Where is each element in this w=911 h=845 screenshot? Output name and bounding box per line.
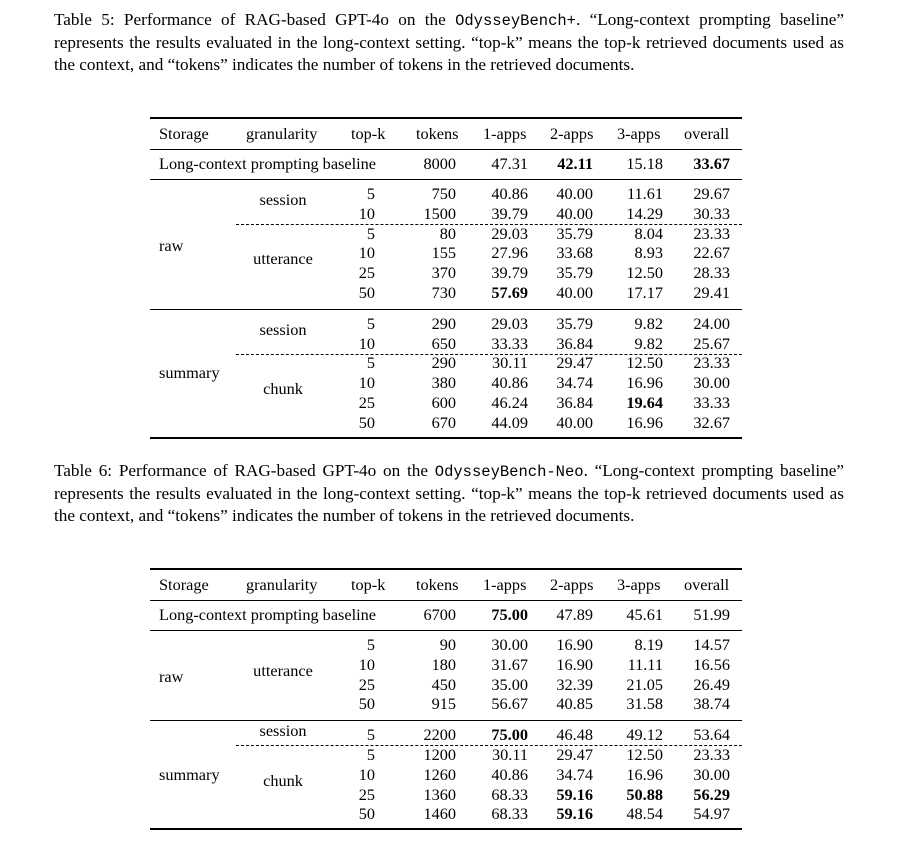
score-cell: 59.16 bbox=[556, 784, 593, 804]
column-header: Storage bbox=[159, 575, 209, 594]
score-cell: 26.49 bbox=[693, 674, 730, 694]
score-cell: 34.74 bbox=[556, 373, 593, 393]
subgroup-dashed-rule bbox=[236, 745, 742, 746]
score-cell: 38.74 bbox=[693, 694, 730, 714]
baseline-label: Long-context prompting baseline bbox=[159, 154, 377, 173]
topk-cell: 5 bbox=[366, 635, 375, 654]
column-header: granularity bbox=[246, 575, 318, 594]
storage-label: summary bbox=[159, 363, 220, 383]
topk-cell: 25 bbox=[358, 393, 375, 412]
tokens-cell: 1500 bbox=[423, 203, 456, 223]
tokens-cell: 450 bbox=[431, 674, 456, 694]
topk-cell: 5 bbox=[366, 353, 375, 373]
tokens-cell: 600 bbox=[431, 393, 456, 412]
score-cell: 46.24 bbox=[491, 393, 528, 412]
score-cell: 44.09 bbox=[491, 412, 528, 432]
score-cell: 14.57 bbox=[693, 635, 730, 654]
column-header: tokens bbox=[416, 124, 459, 143]
subgroup-dashed-rule bbox=[236, 224, 742, 225]
score-cell: 12.50 bbox=[626, 263, 663, 283]
score-cell: 30.11 bbox=[491, 353, 528, 373]
column-header: 1-apps bbox=[483, 124, 527, 143]
score-cell: 12.50 bbox=[626, 353, 663, 373]
topk-cell: 50 bbox=[358, 412, 375, 432]
topk-cell: 50 bbox=[358, 283, 375, 302]
score-cell: 29.41 bbox=[693, 283, 730, 302]
score-cell: 23.33 bbox=[693, 745, 730, 764]
topk-cell: 5 bbox=[366, 725, 375, 745]
table6-dataset-name: OdysseyBench-Neo bbox=[434, 463, 584, 481]
score-cell: 21.05 bbox=[626, 674, 663, 694]
score-cell: 39.79 bbox=[491, 203, 528, 223]
score-cell: 46.48 bbox=[556, 725, 593, 745]
score-cell: 30.33 bbox=[693, 203, 730, 223]
score-cell: 40.00 bbox=[556, 283, 593, 302]
score-cell: 33.33 bbox=[693, 393, 730, 412]
column-header: 1-apps bbox=[483, 575, 527, 594]
baseline-value: 47.89 bbox=[556, 605, 593, 624]
score-cell: 40.00 bbox=[556, 412, 593, 432]
topk-cell: 10 bbox=[358, 333, 375, 353]
column-header: overall bbox=[684, 124, 730, 143]
score-cell: 23.33 bbox=[693, 353, 730, 373]
score-cell: 16.90 bbox=[556, 635, 593, 654]
tokens-cell: 155 bbox=[431, 243, 456, 263]
tokens-cell: 750 bbox=[431, 184, 456, 203]
tokens-cell: 2200 bbox=[423, 725, 456, 745]
baseline-rule bbox=[150, 179, 742, 180]
group-rule bbox=[150, 309, 742, 310]
tokens-cell: 1260 bbox=[423, 764, 456, 784]
column-header: granularity bbox=[246, 124, 318, 143]
score-cell: 36.84 bbox=[556, 393, 593, 412]
tokens-cell: 670 bbox=[431, 412, 456, 432]
baseline-tokens: 6700 bbox=[423, 605, 456, 624]
score-cell: 35.79 bbox=[556, 313, 593, 333]
tokens-cell: 80 bbox=[439, 223, 456, 243]
score-cell: 14.29 bbox=[626, 203, 663, 223]
baseline-rule bbox=[150, 630, 742, 631]
granularity-label: chunk bbox=[263, 770, 303, 790]
tokens-cell: 915 bbox=[431, 694, 456, 714]
score-cell: 49.12 bbox=[626, 725, 663, 745]
score-cell: 24.00 bbox=[693, 313, 730, 333]
score-cell: 12.50 bbox=[626, 745, 663, 764]
column-header: 3-apps bbox=[617, 575, 661, 594]
group-rule bbox=[150, 720, 742, 721]
score-cell: 30.00 bbox=[693, 373, 730, 393]
tokens-cell: 1360 bbox=[423, 784, 456, 804]
score-cell: 40.85 bbox=[556, 694, 593, 714]
score-cell: 30.00 bbox=[491, 635, 528, 654]
baseline-tokens: 8000 bbox=[423, 154, 456, 173]
tokens-cell: 380 bbox=[431, 373, 456, 393]
score-cell: 17.17 bbox=[626, 283, 663, 302]
tokens-cell: 90 bbox=[439, 635, 456, 654]
granularity-label: session bbox=[259, 319, 307, 339]
granularity-label: utterance bbox=[253, 249, 313, 269]
tokens-cell: 1460 bbox=[423, 804, 456, 824]
score-cell: 8.19 bbox=[634, 635, 663, 654]
column-header: tokens bbox=[416, 575, 459, 594]
score-cell: 59.16 bbox=[556, 804, 593, 824]
score-cell: 29.03 bbox=[491, 223, 528, 243]
score-cell: 11.61 bbox=[626, 184, 663, 203]
baseline-value: 45.61 bbox=[626, 605, 663, 624]
score-cell: 34.74 bbox=[556, 764, 593, 784]
baseline-value: 51.99 bbox=[693, 605, 730, 624]
score-cell: 68.33 bbox=[491, 804, 528, 824]
table6-caption-suffix: . “Long-context prompting baseline” represents the results evaluated in the long-context setting. “top-k” means the top-k retrieved documents used as the context, and “tokens” indicates the number of tokens in the retrieved documents. bbox=[54, 461, 844, 525]
score-cell: 53.64 bbox=[693, 725, 730, 745]
table5-dataset-name: OdysseyBench+ bbox=[455, 12, 576, 30]
topk-cell: 25 bbox=[358, 674, 375, 694]
score-cell: 68.33 bbox=[491, 784, 528, 804]
score-cell: 29.67 bbox=[693, 184, 730, 203]
baseline-value: 15.18 bbox=[626, 154, 663, 173]
score-cell: 32.39 bbox=[556, 674, 593, 694]
score-cell: 33.33 bbox=[491, 333, 528, 353]
score-cell: 19.64 bbox=[626, 393, 663, 412]
storage-label: summary bbox=[159, 764, 220, 784]
score-cell: 8.93 bbox=[634, 243, 663, 263]
score-cell: 32.67 bbox=[693, 412, 730, 432]
baseline-value: 33.67 bbox=[693, 154, 730, 173]
bottom-rule bbox=[150, 828, 742, 830]
tokens-cell: 290 bbox=[431, 353, 456, 373]
tokens-cell: 730 bbox=[431, 283, 456, 302]
top-rule bbox=[150, 568, 742, 570]
score-cell: 40.00 bbox=[556, 203, 593, 223]
score-cell: 40.86 bbox=[491, 184, 528, 203]
score-cell: 40.86 bbox=[491, 764, 528, 784]
score-cell: 29.47 bbox=[556, 353, 593, 373]
score-cell: 29.03 bbox=[491, 313, 528, 333]
baseline-value: 47.31 bbox=[491, 154, 528, 173]
score-cell: 30.11 bbox=[491, 745, 528, 764]
topk-cell: 25 bbox=[358, 784, 375, 804]
table5-caption-prefix: Table 5: Performance of RAG-based GPT-4o on the bbox=[54, 10, 456, 29]
topk-cell: 10 bbox=[358, 203, 375, 223]
granularity-label: session bbox=[259, 189, 307, 209]
topk-cell: 25 bbox=[358, 263, 375, 283]
score-cell: 33.68 bbox=[556, 243, 593, 263]
table5-caption-suffix: . “Long-context prompting baseline” represents the results evaluated in the long-context setting. “top-k” means the top-k retrieved documents used as the context, and “tokens” indicates the number of tokens in the retrieved documents. bbox=[54, 10, 844, 74]
topk-cell: 10 bbox=[358, 373, 375, 393]
subgroup-dashed-rule bbox=[236, 354, 742, 355]
score-cell: 36.84 bbox=[556, 333, 593, 353]
score-cell: 50.88 bbox=[626, 784, 663, 804]
table6 bbox=[150, 568, 742, 830]
column-header: 2-apps bbox=[550, 575, 594, 594]
score-cell: 16.96 bbox=[626, 373, 663, 393]
score-cell: 56.67 bbox=[491, 694, 528, 714]
score-cell: 29.47 bbox=[556, 745, 593, 764]
table5-caption bbox=[54, 9, 844, 76]
baseline-value: 75.00 bbox=[491, 605, 528, 624]
score-cell: 9.82 bbox=[634, 313, 663, 333]
bottom-rule bbox=[150, 437, 742, 439]
granularity-label: chunk bbox=[263, 379, 303, 399]
score-cell: 16.96 bbox=[626, 764, 663, 784]
score-cell: 16.90 bbox=[556, 654, 593, 674]
score-cell: 57.69 bbox=[491, 283, 528, 302]
granularity-label: session bbox=[259, 721, 307, 741]
table6-caption-prefix: Table 6: Performance of RAG-based GPT-4o on the bbox=[54, 461, 435, 480]
score-cell: 30.00 bbox=[693, 764, 730, 784]
score-cell: 27.96 bbox=[491, 243, 528, 263]
score-cell: 28.33 bbox=[693, 263, 730, 283]
score-cell: 16.56 bbox=[693, 654, 730, 674]
score-cell: 31.58 bbox=[626, 694, 663, 714]
tokens-cell: 370 bbox=[431, 263, 456, 283]
tokens-cell: 290 bbox=[431, 313, 456, 333]
score-cell: 35.79 bbox=[556, 223, 593, 243]
score-cell: 40.00 bbox=[556, 184, 593, 203]
score-cell: 8.04 bbox=[634, 223, 663, 243]
score-cell: 16.96 bbox=[626, 412, 663, 432]
score-cell: 54.97 bbox=[693, 804, 730, 824]
score-cell: 56.29 bbox=[693, 784, 730, 804]
score-cell: 11.11 bbox=[627, 654, 663, 674]
header-rule bbox=[150, 149, 742, 150]
topk-cell: 5 bbox=[366, 313, 375, 333]
tokens-cell: 180 bbox=[431, 654, 456, 674]
score-cell: 23.33 bbox=[693, 223, 730, 243]
table5 bbox=[150, 117, 742, 439]
storage-label: raw bbox=[159, 666, 184, 686]
topk-cell: 10 bbox=[358, 764, 375, 784]
column-header: 3-apps bbox=[617, 124, 661, 143]
score-cell: 25.67 bbox=[693, 333, 730, 353]
score-cell: 39.79 bbox=[491, 263, 528, 283]
granularity-label: utterance bbox=[253, 660, 313, 680]
score-cell: 31.67 bbox=[491, 654, 528, 674]
topk-cell: 5 bbox=[366, 223, 375, 243]
topk-cell: 10 bbox=[358, 654, 375, 674]
score-cell: 35.79 bbox=[556, 263, 593, 283]
score-cell: 40.86 bbox=[491, 373, 528, 393]
baseline-value: 42.11 bbox=[557, 154, 593, 173]
baseline-label: Long-context prompting baseline bbox=[159, 605, 377, 624]
topk-cell: 50 bbox=[358, 694, 375, 714]
column-header: top-k bbox=[351, 124, 386, 143]
topk-cell: 50 bbox=[358, 804, 375, 824]
tokens-cell: 650 bbox=[431, 333, 456, 353]
header-rule bbox=[150, 600, 742, 601]
table6-caption bbox=[54, 460, 844, 527]
column-header: overall bbox=[684, 575, 730, 594]
top-rule bbox=[150, 117, 742, 119]
topk-cell: 5 bbox=[366, 184, 375, 203]
score-cell: 22.67 bbox=[693, 243, 730, 263]
column-header: 2-apps bbox=[550, 124, 594, 143]
score-cell: 48.54 bbox=[626, 804, 663, 824]
score-cell: 75.00 bbox=[491, 725, 528, 745]
topk-cell: 5 bbox=[366, 745, 375, 764]
score-cell: 9.82 bbox=[634, 333, 663, 353]
column-header: top-k bbox=[351, 575, 386, 594]
score-cell: 35.00 bbox=[491, 674, 528, 694]
column-header: Storage bbox=[159, 124, 209, 143]
storage-label: raw bbox=[159, 235, 184, 255]
topk-cell: 10 bbox=[358, 243, 375, 263]
tokens-cell: 1200 bbox=[423, 745, 456, 764]
